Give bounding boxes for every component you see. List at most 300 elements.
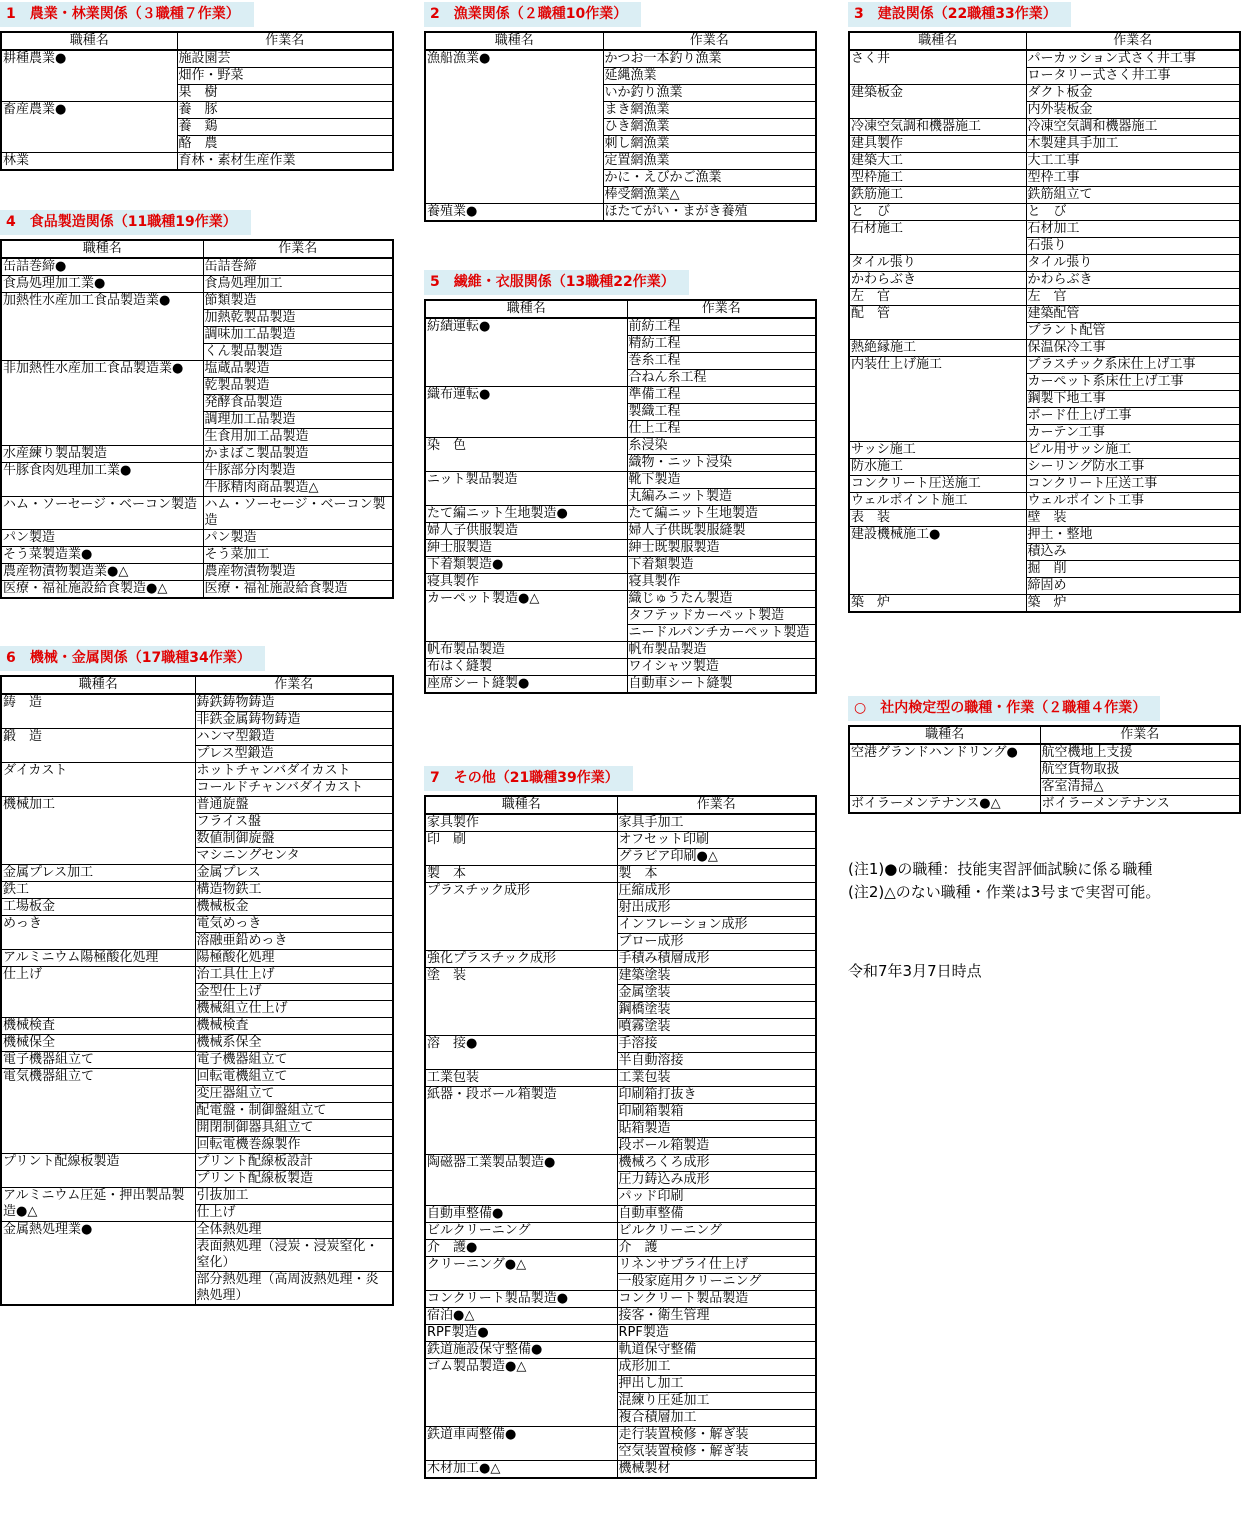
table-header-row (1, 32, 393, 50)
table-row (425, 659, 816, 676)
work-name-cell: 複合積層加工 (617, 1410, 816, 1427)
table-row (1, 258, 393, 276)
job-name-cell: 漁船漁業● (425, 50, 603, 204)
work-name-cell: ビル用サッシ施工 (1026, 442, 1240, 459)
work-name-cell: 鋼製下地工事 (1026, 391, 1240, 408)
table-row (1, 865, 393, 882)
table-row (425, 557, 816, 574)
section-agriculture (0, 2, 394, 171)
table-row (1, 547, 393, 564)
work-name-cell: 合ねん糸工程 (627, 370, 816, 387)
table-row (425, 1036, 816, 1053)
work-name-cell: フライス盤 (195, 814, 393, 831)
work-name-cell: 乾製品製造 (203, 378, 393, 395)
table-row (849, 493, 1240, 510)
work-name-cell: 木製建具手加工 (1026, 136, 1240, 153)
job-name-cell: ウェルポイント施工 (849, 493, 1026, 510)
work-name-cell: 段ボール箱製造 (617, 1138, 816, 1155)
work-name-cell: 手積み積層成形 (617, 951, 816, 968)
work-name-cell: 積込み (1026, 544, 1240, 561)
job-name-cell: 鉄道施設保守整備● (425, 1342, 617, 1359)
job-name-cell: 林業 (1, 153, 177, 171)
job-name-cell: プリント配線板製造 (1, 1154, 195, 1188)
work-name-cell: 内外装板金 (1026, 102, 1240, 119)
occupation-table (848, 725, 1241, 814)
table-row (425, 506, 816, 523)
job-name-cell: 工場板金 (1, 899, 195, 916)
job-name-cell: 金属熱処理業● (1, 1222, 195, 1306)
work-name-cell: 空気装置検修・解ぎ装 (617, 1444, 816, 1461)
job-name-cell: たて編ニット生地製造● (425, 506, 627, 523)
job-name-cell: 下着類製造● (425, 557, 627, 574)
job-name-cell: 型枠施工 (849, 170, 1026, 187)
job-name-cell: 食鳥処理加工業● (1, 276, 203, 293)
table-row (1, 361, 393, 378)
table-row (849, 289, 1240, 306)
table-row (425, 1223, 816, 1240)
job-name-cell: 強化プラスチック成形 (425, 951, 617, 968)
work-header: 作業名 (617, 796, 816, 814)
work-name-cell: 養 鶏 (177, 119, 393, 136)
work-name-cell: 混練り圧延加工 (617, 1393, 816, 1410)
job-name-cell: 帆布製品製造 (425, 642, 627, 659)
work-name-cell: 手溶接 (617, 1036, 816, 1053)
work-name-cell: パン製造 (203, 530, 393, 547)
work-name-cell: 型枠工事 (1026, 170, 1240, 187)
table-row (1, 899, 393, 916)
job-name-cell: 鉄工 (1, 882, 195, 899)
job-header: 職種名 (849, 726, 1040, 744)
table-row (1, 50, 393, 68)
work-name-cell: かまぼこ製品製造 (203, 446, 393, 463)
table-row (849, 204, 1240, 221)
job-name-cell: 電気機器組立て (1, 1069, 195, 1154)
work-name-cell: 生食用加工品製造 (203, 429, 393, 446)
work-name-cell: ロータリー式さく井工事 (1026, 68, 1240, 85)
work-name-cell: プラント配管 (1026, 323, 1240, 340)
note-1: (注1)●の職種：技能実習評価試験に係る職種 (848, 860, 1153, 878)
work-name-cell: オフセット印刷 (617, 832, 816, 849)
table-header-row (1, 676, 393, 694)
table-row (425, 591, 816, 608)
work-name-cell: 発酵食品製造 (203, 395, 393, 412)
work-name-cell: ダクト板金 (1026, 85, 1240, 102)
work-name-cell: 回転電機巻線製作 (195, 1137, 393, 1154)
work-header: 作業名 (177, 32, 393, 50)
occupation-table (424, 31, 817, 222)
section-machinery (0, 646, 394, 1306)
work-name-cell: 陽極酸化処理 (195, 950, 393, 967)
job-name-cell: 防水施工 (849, 459, 1026, 476)
job-name-cell: 製 本 (425, 866, 617, 883)
table-row (425, 642, 816, 659)
table-row (425, 472, 816, 489)
work-name-cell: 牛豚精肉商品製造△ (203, 480, 393, 497)
table-row (1, 276, 393, 293)
job-name-cell: 建具製作 (849, 136, 1026, 153)
job-name-cell: サッシ施工 (849, 442, 1026, 459)
table-row (1, 497, 393, 530)
work-name-cell: ひき網漁業 (603, 119, 816, 136)
table-row (849, 119, 1240, 136)
job-name-cell: 冷凍空気調和機器施工 (849, 119, 1026, 136)
work-name-cell: プレス型鍛造 (195, 746, 393, 763)
job-name-cell: 印 刷 (425, 832, 617, 866)
job-name-cell: 金属プレス加工 (1, 865, 195, 882)
work-name-cell: 印刷箱製箱 (617, 1104, 816, 1121)
table-row (1, 153, 393, 171)
job-name-cell: 紡績運転● (425, 318, 627, 387)
work-name-cell: タイル張り (1026, 255, 1240, 272)
work-name-cell: 紳士既製服製造 (627, 540, 816, 557)
job-name-cell: コンクリート製品製造● (425, 1291, 617, 1308)
table-row (1, 1018, 393, 1035)
work-name-cell: ほたてがい・まがき養殖 (603, 204, 816, 222)
job-name-cell: 鉄道車両整備● (425, 1427, 617, 1461)
section-heading: 2 漁業関係（２職種10作業） (424, 2, 641, 27)
work-name-cell: プリント配線板設計 (195, 1154, 393, 1171)
work-name-cell: 医療・福祉施設給食製造 (203, 581, 393, 599)
job-name-cell: 自動車整備● (425, 1206, 617, 1223)
table-row (425, 1257, 816, 1274)
job-name-cell: 婦人子供服製造 (425, 523, 627, 540)
table-row (1, 530, 393, 547)
work-header: 作業名 (1040, 726, 1240, 744)
table-row (425, 204, 816, 222)
work-name-cell: カーテン工事 (1026, 425, 1240, 442)
work-name-cell: 印刷箱打抜き (617, 1087, 816, 1104)
work-name-cell: ハム・ソーセージ・ベーコン製造 (203, 497, 393, 530)
work-name-cell: 農産物漬物製造 (203, 564, 393, 581)
job-name-cell: 空港グランドハンドリング● (849, 744, 1040, 796)
job-name-cell: RPF製造● (425, 1325, 617, 1342)
job-name-cell: クリーニング●△ (425, 1257, 617, 1291)
work-name-cell: 調理加工品製造 (203, 412, 393, 429)
job-name-cell: 畜産農業● (1, 102, 177, 153)
work-name-cell: 押出し加工 (617, 1376, 816, 1393)
table-row (849, 306, 1240, 323)
work-name-cell: 刺し網漁業 (603, 136, 816, 153)
work-name-cell: 接客・衛生管理 (617, 1308, 816, 1325)
work-name-cell: コンクリート圧送工事 (1026, 476, 1240, 493)
work-name-cell: 航空貨物取扱 (1040, 762, 1240, 779)
job-name-cell: 機械加工 (1, 797, 195, 865)
section-heading: ○ 社内検定型の職種・作業（２職種４作業） (848, 696, 1160, 721)
job-name-cell: 非加熱性水産加工食品製造業● (1, 361, 203, 446)
job-name-cell: 座席シート縫製● (425, 676, 627, 694)
work-header: 作業名 (203, 240, 393, 258)
work-name-cell: 客室清掃△ (1040, 779, 1240, 796)
table-row (1, 581, 393, 599)
section-heading: 4 食品製造関係（11職種19作業） (0, 210, 251, 235)
work-name-cell: 半自動溶接 (617, 1053, 816, 1070)
work-name-cell: 溶融亜鉛めっき (195, 933, 393, 950)
work-name-cell: かに・えびかご漁業 (603, 170, 816, 187)
work-name-cell: 精紡工程 (627, 336, 816, 353)
work-name-cell: 織じゅうたん製造 (627, 591, 816, 608)
work-name-cell: プリント配線板製造 (195, 1171, 393, 1188)
job-name-cell: と び (849, 204, 1026, 221)
job-header: 職種名 (1, 240, 203, 258)
table-row (425, 574, 816, 591)
job-name-cell: ニット製品製造 (425, 472, 627, 506)
job-name-cell: 塗 装 (425, 968, 617, 1036)
table-row (425, 883, 816, 900)
table-row (1, 102, 393, 119)
table-row (1, 1188, 393, 1205)
table-row (425, 1240, 816, 1257)
work-name-cell: 普通旋盤 (195, 797, 393, 814)
job-name-cell: アルミニウム圧延・押出製品製造●△ (1, 1188, 195, 1222)
job-name-cell: 織布運転● (425, 387, 627, 438)
work-name-cell: 構造物鉄工 (195, 882, 393, 899)
work-name-cell: インフレーション成形 (617, 917, 816, 934)
section-heading: 7 その他（21職種39作業） (424, 766, 633, 791)
job-header: 職種名 (1, 676, 195, 694)
table-row (425, 540, 816, 557)
work-name-cell: 壁 装 (1026, 510, 1240, 527)
job-name-cell: めっき (1, 916, 195, 950)
table-row (425, 1308, 816, 1325)
work-name-cell: 織物・ニット浸染 (627, 455, 816, 472)
work-name-cell: 電子機器組立て (195, 1052, 393, 1069)
section-heading: 3 建設関係（22職種33作業） (848, 2, 1071, 27)
table-row (1, 1069, 393, 1086)
job-name-cell: ゴム製品製造●△ (425, 1359, 617, 1427)
note-2: (注2)△のない職種・作業は3号まで実習可能。 (848, 883, 1161, 901)
work-header: 作業名 (195, 676, 393, 694)
table-row (1, 463, 393, 480)
work-name-cell: 築 炉 (1026, 595, 1240, 613)
job-header: 職種名 (425, 32, 603, 50)
section-construction (848, 2, 1241, 613)
work-name-cell: ウェルポイント工事 (1026, 493, 1240, 510)
table-row (849, 796, 1240, 814)
job-name-cell: そう菜製造業● (1, 547, 203, 564)
table-row (849, 187, 1240, 204)
work-name-cell: かつお一本釣り漁業 (603, 50, 816, 68)
section-heading: 5 繊維・衣服関係（13職種22作業） (424, 270, 689, 295)
work-name-cell: まき網漁業 (603, 102, 816, 119)
work-name-cell: 配電盤・制御盤組立て (195, 1103, 393, 1120)
table-row (1, 763, 393, 780)
job-name-cell: 農産物漬物製造業●△ (1, 564, 203, 581)
table-row (849, 340, 1240, 357)
table-header-row (425, 300, 816, 318)
table-row (425, 951, 816, 968)
work-name-cell: 養 豚 (177, 102, 393, 119)
work-name-cell: 変圧器組立て (195, 1086, 393, 1103)
work-name-cell: グラビア印刷●△ (617, 849, 816, 866)
work-name-cell: 保温保冷工事 (1026, 340, 1240, 357)
occupation-table (424, 795, 817, 1479)
work-name-cell: かわらぶき (1026, 272, 1240, 289)
work-name-cell: 回転電機組立て (195, 1069, 393, 1086)
work-name-cell: RPF製造 (617, 1325, 816, 1342)
work-name-cell: 自動車整備 (617, 1206, 816, 1223)
work-name-cell: 機械系保全 (195, 1035, 393, 1052)
work-name-cell: 数値制御旋盤 (195, 831, 393, 848)
work-header: 作業名 (603, 32, 816, 50)
table-row (849, 50, 1240, 68)
work-name-cell: 開閉制御器具組立て (195, 1120, 393, 1137)
work-name-cell: 電気めっき (195, 916, 393, 933)
table-header-row (849, 32, 1240, 50)
work-name-cell: パッド印刷 (617, 1189, 816, 1206)
table-row (1, 916, 393, 933)
work-name-cell: ホットチャンバダイカスト (195, 763, 393, 780)
work-name-cell: 婦人子供既製服縫製 (627, 523, 816, 540)
work-name-cell: と び (1026, 204, 1240, 221)
section-other (424, 766, 817, 1479)
job-name-cell: 染 色 (425, 438, 627, 472)
job-header: 職種名 (425, 796, 617, 814)
table-row (425, 866, 816, 883)
work-name-cell: タフテッドカーペット製造 (627, 608, 816, 625)
work-name-cell: 航空機地上支援 (1040, 744, 1240, 762)
work-name-cell: ボード仕上げ工事 (1026, 408, 1240, 425)
occupation-table (0, 239, 394, 599)
work-name-cell: シーリング防水工事 (1026, 459, 1240, 476)
table-row (849, 85, 1240, 102)
table-header-row (425, 796, 816, 814)
table-row (849, 442, 1240, 459)
table-row (1, 882, 393, 899)
job-name-cell: 溶 接● (425, 1036, 617, 1070)
work-name-cell: 缶詰巻締 (203, 258, 393, 276)
job-name-cell: 寝具製作 (425, 574, 627, 591)
work-name-cell: 走行装置検修・解ぎ装 (617, 1427, 816, 1444)
work-name-cell: 準備工程 (627, 387, 816, 404)
work-name-cell: そう菜加工 (203, 547, 393, 564)
table-row (849, 255, 1240, 272)
work-name-cell: 丸編みニット製造 (627, 489, 816, 506)
job-header: 職種名 (849, 32, 1026, 50)
work-name-cell: 金属プレス (195, 865, 393, 882)
table-row (425, 832, 816, 849)
work-name-cell: 冷凍空気調和機器施工 (1026, 119, 1240, 136)
section-heading: 6 機械・金属関係（17職種34作業） (0, 646, 265, 671)
work-name-cell: 寝具製作 (627, 574, 816, 591)
work-name-cell: 製織工程 (627, 404, 816, 421)
job-name-cell: 工業包装 (425, 1070, 617, 1087)
work-name-cell: 圧力鋳込み成形 (617, 1172, 816, 1189)
job-name-cell: パン製造 (1, 530, 203, 547)
section-heading: 1 農業・林業関係（３職種７作業） (0, 2, 254, 27)
work-name-cell: ボイラーメンテナンス (1040, 796, 1240, 814)
work-name-cell: ブロー成形 (617, 934, 816, 951)
job-name-cell: アルミニウム陽極酸化処理 (1, 950, 195, 967)
table-row (849, 170, 1240, 187)
work-name-cell: 軌道保守整備 (617, 1342, 816, 1359)
work-name-cell: 鉄筋組立て (1026, 187, 1240, 204)
table-row (1, 797, 393, 814)
work-header: 作業名 (627, 300, 816, 318)
job-name-cell: 鍛 造 (1, 729, 195, 763)
table-row (849, 476, 1240, 493)
table-row (1, 293, 393, 310)
job-name-cell: 耕種農業● (1, 50, 177, 102)
table-row (425, 1325, 816, 1342)
work-name-cell: コンクリート製品製造 (617, 1291, 816, 1308)
job-name-cell: 牛豚食肉処理加工業● (1, 463, 203, 497)
as-of-date: 令和7年3月7日時点 (848, 962, 982, 980)
table-row (849, 595, 1240, 613)
occupation-table (0, 31, 394, 171)
work-name-cell: 仕上げ (195, 1205, 393, 1222)
table-row (1, 1052, 393, 1069)
work-name-cell: 治工具仕上げ (195, 967, 393, 984)
table-row (1, 564, 393, 581)
work-name-cell: ビルクリーニング (617, 1223, 816, 1240)
table-header-row (1, 240, 393, 258)
work-name-cell: 酪 農 (177, 136, 393, 153)
table-row (425, 1155, 816, 1172)
section-fishery (424, 2, 817, 222)
table-header-row (849, 726, 1240, 744)
work-name-cell: 金属塗装 (617, 985, 816, 1002)
work-name-cell: くん製品製造 (203, 344, 393, 361)
table-row (849, 272, 1240, 289)
work-name-cell: 射出成形 (617, 900, 816, 917)
work-name-cell: カーペット系床仕上げ工事 (1026, 374, 1240, 391)
work-name-cell: 左 官 (1026, 289, 1240, 306)
work-name-cell: 節類製造 (203, 293, 393, 310)
work-name-cell: いか釣り漁業 (603, 85, 816, 102)
job-name-cell: 介 護● (425, 1240, 617, 1257)
work-name-cell: 靴下製造 (627, 472, 816, 489)
work-name-cell: プラスチック系床仕上げ工事 (1026, 357, 1240, 374)
table-row (425, 438, 816, 455)
work-name-cell: 帆布製品製造 (627, 642, 816, 659)
work-name-cell: 加熱乾製品製造 (203, 310, 393, 327)
work-name-cell: 圧縮成形 (617, 883, 816, 900)
job-name-cell: タイル張り (849, 255, 1026, 272)
work-name-cell: リネンサプライ仕上げ (617, 1257, 816, 1274)
table-row (425, 676, 816, 694)
job-name-cell: 加熱性水産加工食品製造業● (1, 293, 203, 361)
table-row (849, 527, 1240, 544)
table-row (1, 446, 393, 463)
table-row (425, 968, 816, 985)
job-header: 職種名 (425, 300, 627, 318)
work-name-cell: 機械組立仕上げ (195, 1001, 393, 1018)
table-row (1, 1154, 393, 1171)
job-name-cell: ハム・ソーセージ・ベーコン製造 (1, 497, 203, 530)
table-row (425, 814, 816, 832)
table-row (849, 510, 1240, 527)
job-name-cell: 建築大工 (849, 153, 1026, 170)
job-name-cell: 陶磁器工業製品製造● (425, 1155, 617, 1206)
work-name-cell: 棒受網漁業△ (603, 187, 816, 204)
table-row (849, 459, 1240, 476)
job-name-cell: 石材施工 (849, 221, 1026, 255)
job-name-cell: 配 管 (849, 306, 1026, 340)
job-name-cell: 紳士服製造 (425, 540, 627, 557)
table-row (425, 387, 816, 404)
occupation-table (0, 675, 394, 1306)
work-name-cell: 石材加工 (1026, 221, 1240, 238)
work-name-cell: 建築配管 (1026, 306, 1240, 323)
work-name-cell: 噴霧塗装 (617, 1019, 816, 1036)
work-name-cell: 自動車シート縫製 (627, 676, 816, 694)
work-name-cell: 建築塗装 (617, 968, 816, 985)
work-name-cell: 糸浸染 (627, 438, 816, 455)
work-name-cell: 畑作・野菜 (177, 68, 393, 85)
job-name-cell: 缶詰巻締● (1, 258, 203, 276)
job-name-cell: カーペット製造●△ (425, 591, 627, 642)
table-row (849, 153, 1240, 170)
